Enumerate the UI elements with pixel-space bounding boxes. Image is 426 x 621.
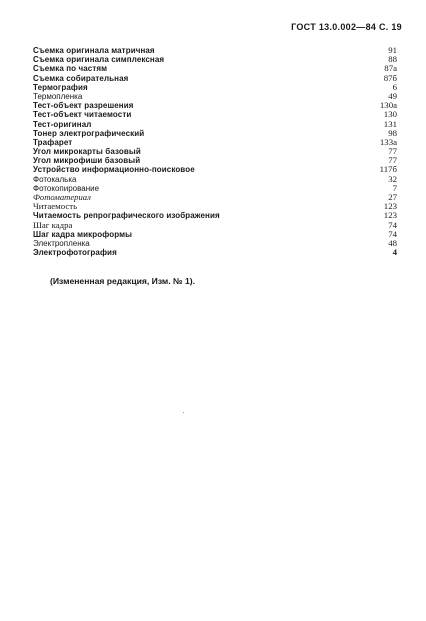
index-term: Шаг кадра: [33, 219, 73, 230]
index-page-number: 7: [392, 182, 397, 193]
index-entry: [33, 202, 397, 211]
index-entry: [33, 193, 397, 202]
scan-speck: [183, 412, 184, 413]
index-entry: [33, 129, 397, 138]
index-page-number: 4: [392, 247, 397, 258]
index-term: Фотокалька: [33, 174, 77, 184]
index-entry: [33, 138, 397, 147]
index-term: Фотокопирование: [33, 183, 100, 193]
index-term: Тонер электрографический: [33, 128, 145, 138]
index-term: Читаемость репрографического изображения: [33, 211, 220, 221]
index-page-number: 131: [383, 118, 397, 129]
index-term: Съемка по частям: [33, 64, 108, 74]
index-term: Читаемость: [33, 201, 78, 212]
index-term: Шаг кадра микроформы: [33, 229, 133, 239]
index-page-number: 130а: [379, 100, 397, 111]
index-page-number: 27: [388, 192, 397, 202]
index-term: Тест-оригинал: [33, 119, 92, 129]
index-term: Электропленка: [33, 238, 90, 248]
index-page-number: 6: [392, 81, 397, 92]
index-entry: [33, 101, 397, 110]
index-entry: [33, 55, 397, 64]
index-entry: [33, 92, 397, 101]
index-entry: [33, 120, 397, 129]
index-page-number: 130: [383, 109, 397, 120]
page-header: ГОСТ 13.0.002—84 С. 19: [291, 22, 402, 32]
index-page-number: 123: [383, 201, 397, 212]
index-entry: [33, 46, 397, 55]
index-term: Тест-объект разрешения: [33, 101, 134, 111]
index-term: Съемка оригинала матричная: [33, 46, 155, 55]
index-page-number: 74: [388, 219, 397, 230]
index-term: Устройство информационно-поисковое: [33, 165, 195, 175]
index-entry: [33, 147, 397, 156]
index-entry: [33, 211, 397, 220]
index-page-number: 133а: [379, 136, 397, 147]
index-page-number: 77: [388, 146, 397, 157]
index-entry: [33, 83, 397, 92]
index-term: Термопленка: [33, 91, 83, 101]
term-index: [33, 46, 397, 257]
index-term: Съемка собирательная: [33, 73, 129, 83]
index-page-number: 87б: [383, 72, 397, 83]
index-term: Электрофотография: [33, 248, 117, 258]
index-entry: [33, 248, 397, 257]
index-page-number: 74: [388, 228, 397, 239]
index-entry: [33, 156, 397, 165]
index-entry: [33, 165, 397, 174]
index-term: Угол микрофиши базовый: [33, 156, 141, 166]
index-term: Съемка оригинала симплексная: [33, 55, 165, 65]
index-term: Фотоматериал: [33, 192, 91, 202]
index-page-number: 88: [388, 54, 397, 65]
index-page-number: 91: [388, 45, 397, 55]
index-page-number: 77: [388, 155, 397, 166]
amendment-note: (Измененная редакция, Изм. № 1).: [50, 276, 196, 286]
index-term: Термография: [33, 82, 88, 92]
index-entry: [33, 64, 397, 73]
index-page-number: 123: [383, 210, 397, 221]
index-page-number: 117б: [379, 164, 397, 175]
index-term: Трафарет: [33, 137, 73, 147]
index-page-number: 87а: [384, 63, 397, 74]
index-page-number: 98: [388, 127, 397, 138]
index-entry: [33, 175, 397, 184]
index-entry: [33, 221, 397, 230]
index-page-number: 49: [388, 90, 397, 101]
index-entry: [33, 110, 397, 119]
index-term: Угол микрокарты базовый: [33, 147, 141, 157]
index-term: Тест-объект читаемости: [33, 110, 132, 120]
index-page-number: 48: [388, 237, 397, 248]
index-entry: [33, 239, 397, 248]
index-entry: [33, 74, 397, 83]
index-entry: [33, 230, 397, 239]
index-page-number: 32: [388, 173, 397, 184]
